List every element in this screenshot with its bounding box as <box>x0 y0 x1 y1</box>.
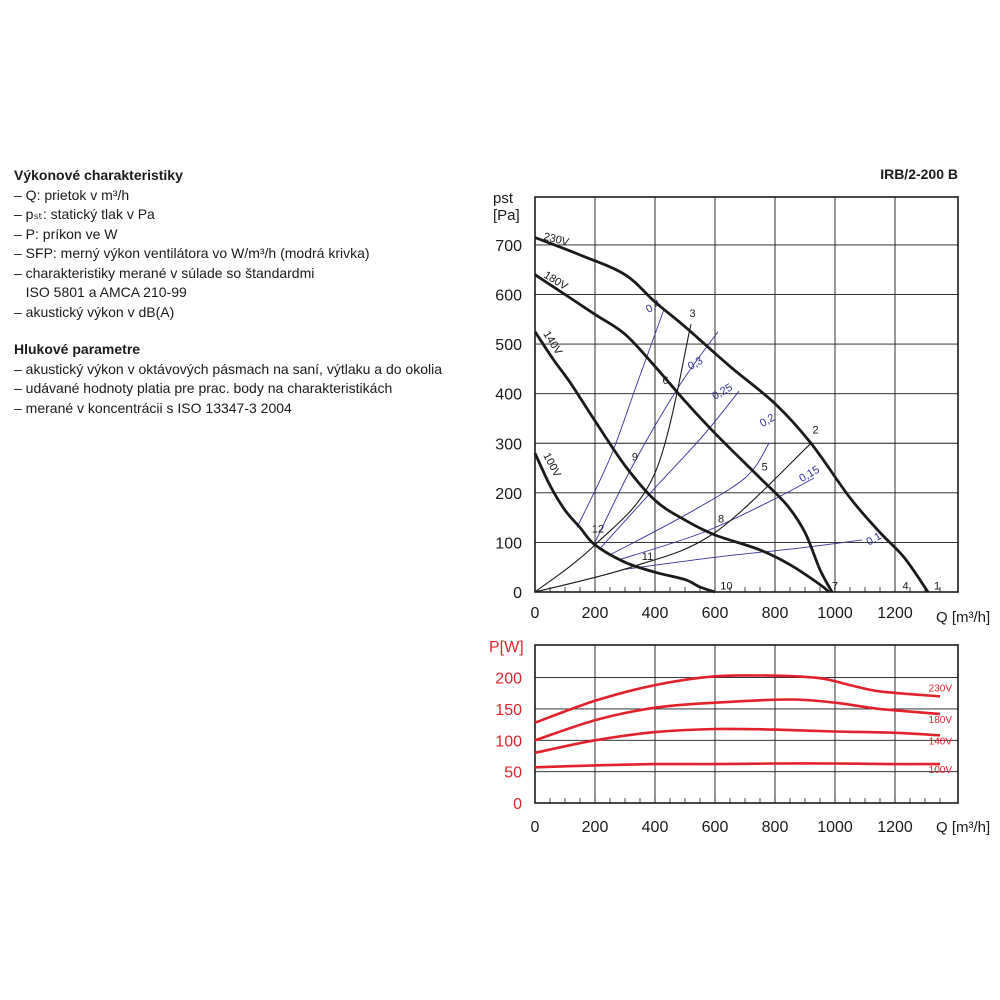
fan-curve-label: 100V <box>540 450 564 480</box>
working-point-label: 4 <box>902 580 909 593</box>
x-tick-label: 1000 <box>817 605 853 622</box>
noise-item: – akustický výkon v oktávových pásmach na saní, výtlaku a do okolia <box>14 360 442 377</box>
working-point-label: 9 <box>631 451 638 464</box>
x-tick-label: 400 <box>641 605 669 622</box>
x-tick-label: 800 <box>761 819 789 836</box>
performance-item: – SFP: merný výkon ventilátora vo W/m³/h (modrá krivka) <box>14 245 370 261</box>
y-tick-label: 700 <box>495 237 522 255</box>
y-tick-label: 400 <box>495 386 522 404</box>
performance-item: ISO 5801 a AMCA 210-99 <box>14 284 187 300</box>
working-point-label: 8 <box>717 513 725 526</box>
x-tick-label: 1200 <box>877 605 913 622</box>
x-tick-label: 200 <box>581 605 609 622</box>
x-tick-label: 400 <box>641 819 669 836</box>
fan-curve-label: 230V <box>542 230 571 249</box>
x-tick-label: 200 <box>581 819 609 836</box>
working-point-label: 3 <box>689 307 696 320</box>
model-title: IRB/2-200 B <box>880 166 958 182</box>
power-curve-label: 100V <box>928 765 952 777</box>
noise-item: – merané v koncentrácii s ISO 13347-3 2004 <box>14 399 292 416</box>
working-point-label: 6 <box>662 374 669 387</box>
x-axis-label: Q [m³/h] <box>936 819 991 836</box>
y-axis-label: P[W] <box>489 639 524 656</box>
performance-item: – P: príkon ve W <box>14 225 118 242</box>
noise-heading: Hlukové parametre <box>14 341 141 357</box>
y-axis-label: pst <box>493 190 514 207</box>
x-tick-label: 600 <box>701 819 729 836</box>
working-point-label: 5 <box>761 461 768 474</box>
working-point-label: 10 <box>720 580 733 593</box>
y-tick-label: 100 <box>495 733 522 751</box>
x-tick-label: 0 <box>530 605 540 622</box>
performance-item: – pₛₜ: statický tlak v Pa <box>14 206 155 222</box>
fan-curve-label: 140V <box>540 328 565 358</box>
performance-heading: Výkonové charakteristiky <box>14 167 183 183</box>
y-tick-label: 200 <box>495 485 522 503</box>
sfp-label: 0,1 <box>864 530 884 549</box>
y-tick-label: 600 <box>495 287 522 305</box>
working-point-label: 11 <box>641 550 654 563</box>
x-tick-label: 0 <box>530 819 540 836</box>
working-point-label: 1 <box>933 580 941 593</box>
performance-item: – charakteristiky merané v súlade so štandardmi <box>14 264 315 281</box>
y-tick-label: 0 <box>513 796 522 813</box>
sfp-label: 0,4 <box>643 297 664 316</box>
x-tick-label: 600 <box>701 605 729 622</box>
y-tick-label: 50 <box>504 764 522 782</box>
y-tick-label: 100 <box>495 535 522 553</box>
performance-item: – Q: prietok v m³/h <box>14 186 130 203</box>
y-tick-label: 200 <box>495 670 522 688</box>
sfp-label: 0,15 <box>797 463 822 485</box>
y-tick-label: 300 <box>495 436 522 454</box>
y-tick-label: 500 <box>495 337 522 355</box>
x-tick-label: 800 <box>761 605 789 622</box>
power-curve-label: 140V <box>928 736 952 748</box>
sfp-label: 0,3 <box>685 354 706 373</box>
pressure-chart <box>493 190 990 626</box>
noise-item: – udávané hodnoty platia pre prac. body na charakteristikách <box>14 380 393 396</box>
x-tick-label: 1200 <box>877 819 913 836</box>
sfp-label: 0,25 <box>710 381 735 403</box>
working-point-label: 12 <box>591 523 605 536</box>
y-tick-label: 0 <box>513 585 522 602</box>
performance-item: – akustický výkon v dB(A) <box>14 303 175 320</box>
sfp-label: 0,2 <box>757 411 778 430</box>
power-curve-label: 180V <box>928 714 952 726</box>
x-axis-label: Q [m³/h] <box>936 609 991 626</box>
power-curve-label: 230V <box>928 683 952 695</box>
working-point-label: 7 <box>831 580 839 593</box>
x-tick-label: 1000 <box>817 819 853 836</box>
y-axis-label: [Pa] <box>493 207 520 224</box>
y-tick-label: 150 <box>495 701 522 719</box>
fan-curve-label: 180V <box>541 269 570 293</box>
power-chart <box>489 639 990 836</box>
working-point-label: 2 <box>812 424 819 437</box>
